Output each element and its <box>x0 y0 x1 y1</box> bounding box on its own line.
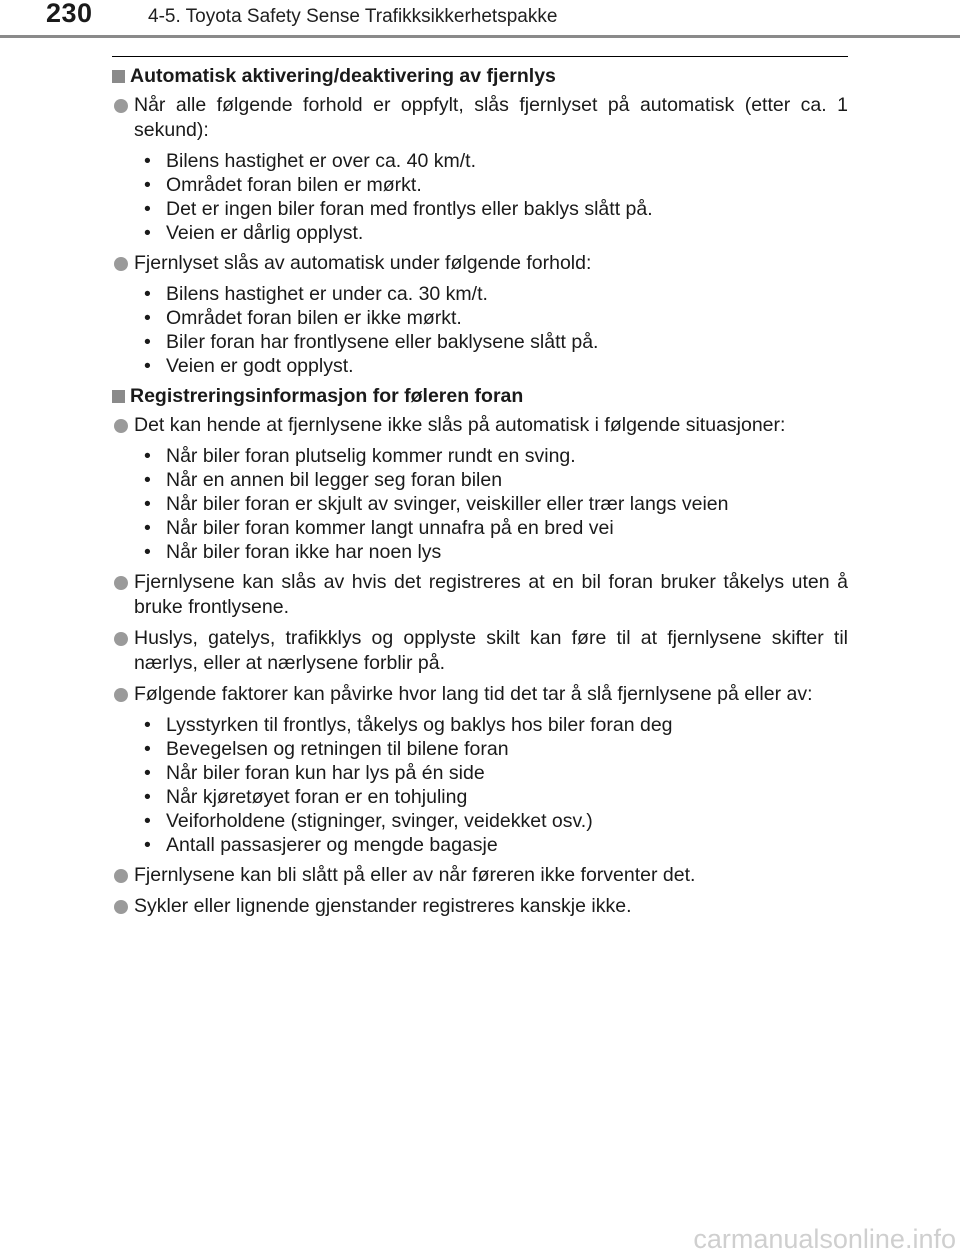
list-item <box>140 737 848 761</box>
bullet-paragraph <box>112 413 848 438</box>
dot-bullet-icon: • <box>144 541 151 563</box>
list-item-text: Når biler foran plutselig kommer rundt en sving. <box>166 445 576 467</box>
list-item-text: Bilens hastighet er over ca. 40 km/t. <box>166 150 476 172</box>
list-item-text: Området foran bilen er mørkt. <box>166 174 422 196</box>
bullet-paragraph <box>112 894 848 919</box>
condition-list <box>112 149 848 245</box>
list-item <box>140 761 848 785</box>
circle-bullet-icon <box>114 576 128 590</box>
dot-bullet-icon: • <box>144 469 151 491</box>
list-item-text: Veien er godt opplyst. <box>166 355 354 377</box>
content-divider <box>112 56 848 57</box>
list-item <box>140 444 848 468</box>
dot-bullet-icon: • <box>144 762 151 784</box>
list-item <box>140 197 848 221</box>
section-heading <box>112 64 848 89</box>
list-item-text: Lysstyrken til frontlys, tåkelys og baklys hos biler foran deg <box>166 714 673 736</box>
dot-bullet-icon: • <box>144 493 151 515</box>
list-item <box>140 492 848 516</box>
circle-bullet-icon <box>114 900 128 914</box>
dot-bullet-icon: • <box>144 786 151 808</box>
dot-bullet-icon: • <box>144 810 151 832</box>
square-bullet-icon <box>112 390 125 403</box>
list-item <box>140 833 848 857</box>
list-item <box>140 330 848 354</box>
dot-bullet-icon: • <box>144 834 151 856</box>
section-heading <box>112 384 848 409</box>
paragraph-text: Følgende faktorer kan påvirke hvor lang tid det tar å slå fjernlysene på eller av: <box>134 683 813 705</box>
bullet-paragraph <box>112 682 848 707</box>
dot-bullet-icon: • <box>144 222 151 244</box>
circle-bullet-icon <box>114 257 128 271</box>
list-item-text: Når kjøretøyet foran er en tohjuling <box>166 786 468 808</box>
square-bullet-icon <box>112 70 125 83</box>
paragraph-text: Fjernlyset slås av automatisk under følgende forhold: <box>134 252 592 274</box>
manual-content <box>112 64 848 925</box>
list-item-text: Bevegelsen og retningen til bilene foran <box>166 738 509 760</box>
bullet-paragraph <box>112 251 848 276</box>
list-item <box>140 713 848 737</box>
list-item-text: Når biler foran ikke har noen lys <box>166 541 442 563</box>
paragraph-text: Når alle følgende forhold er oppfylt, slås fjernlyset på automatisk (etter ca. 1 sekund): <box>134 94 848 141</box>
paragraph-text: Det kan hende at fjernlysene ikke slås på automatisk i følgende situasjoner: <box>134 414 786 436</box>
dot-bullet-icon: • <box>144 714 151 736</box>
list-item-text: Det er ingen biler foran med frontlys eller baklys slått på. <box>166 198 653 220</box>
list-item <box>140 354 848 378</box>
circle-bullet-icon <box>114 99 128 113</box>
paragraph-text: Fjernlysene kan slås av hvis det registreres at en bil foran bruker tåkelys uten å bruke frontlysene. <box>134 571 848 618</box>
bullet-paragraph <box>112 93 848 143</box>
dot-bullet-icon: • <box>144 174 151 196</box>
list-item <box>140 221 848 245</box>
dot-bullet-icon: • <box>144 150 151 172</box>
header-divider <box>0 35 960 38</box>
list-item <box>140 809 848 833</box>
dot-bullet-icon: • <box>144 307 151 329</box>
list-item <box>140 785 848 809</box>
chapter-title: 4-5. Toyota Safety Sense Trafikksikkerhetspakke <box>148 6 558 27</box>
list-item-text: Området foran bilen er ikke mørkt. <box>166 307 462 329</box>
circle-bullet-icon <box>114 632 128 646</box>
paragraph-text: Sykler eller lignende gjenstander registreres kanskje ikke. <box>134 895 632 917</box>
list-item-text: Bilens hastighet er under ca. 30 km/t. <box>166 283 488 305</box>
list-item-text: Når biler foran kommer langt unnafra på en bred vei <box>166 517 614 539</box>
list-item <box>140 149 848 173</box>
page-number: 230 <box>46 0 93 28</box>
bullet-paragraph <box>112 570 848 620</box>
list-item-text: Biler foran har frontlysene eller baklysene slått på. <box>166 331 599 353</box>
list-item <box>140 282 848 306</box>
dot-bullet-icon: • <box>144 738 151 760</box>
section-heading-text: Registreringsinformasjon for føleren foran <box>130 385 524 407</box>
circle-bullet-icon <box>114 688 128 702</box>
condition-list <box>112 444 848 564</box>
bullet-paragraph <box>112 626 848 676</box>
condition-list <box>112 713 848 857</box>
condition-list <box>112 282 848 378</box>
dot-bullet-icon: • <box>144 517 151 539</box>
list-item <box>140 173 848 197</box>
list-item-text: Når biler foran er skjult av svinger, veiskiller eller trær langs veien <box>166 493 729 515</box>
section-heading-text: Automatisk aktivering/deaktivering av fjernlys <box>130 65 556 87</box>
dot-bullet-icon: • <box>144 198 151 220</box>
list-item <box>140 516 848 540</box>
circle-bullet-icon <box>114 419 128 433</box>
dot-bullet-icon: • <box>144 283 151 305</box>
list-item-text: Når en annen bil legger seg foran bilen <box>166 469 503 491</box>
list-item-text: Veiforholdene (stigninger, svinger, veidekket osv.) <box>166 810 593 832</box>
page-header <box>0 0 960 40</box>
list-item-text: Antall passasjerer og mengde bagasje <box>166 834 498 856</box>
paragraph-text: Fjernlysene kan bli slått på eller av når føreren ikke forventer det. <box>134 864 696 886</box>
dot-bullet-icon: • <box>144 445 151 467</box>
watermark: carmanualsonline.info <box>693 1224 956 1254</box>
list-item <box>140 306 848 330</box>
circle-bullet-icon <box>114 869 128 883</box>
list-item-text: Når biler foran kun har lys på én side <box>166 762 485 784</box>
list-item-text: Veien er dårlig opplyst. <box>166 222 364 244</box>
dot-bullet-icon: • <box>144 331 151 353</box>
bullet-paragraph <box>112 863 848 888</box>
list-item <box>140 540 848 564</box>
list-item <box>140 468 848 492</box>
dot-bullet-icon: • <box>144 355 151 377</box>
paragraph-text: Huslys, gatelys, trafikklys og opplyste skilt kan føre til at fjernlysene skifter til nærlys, eller at nærlysene forblir på. <box>134 627 848 674</box>
